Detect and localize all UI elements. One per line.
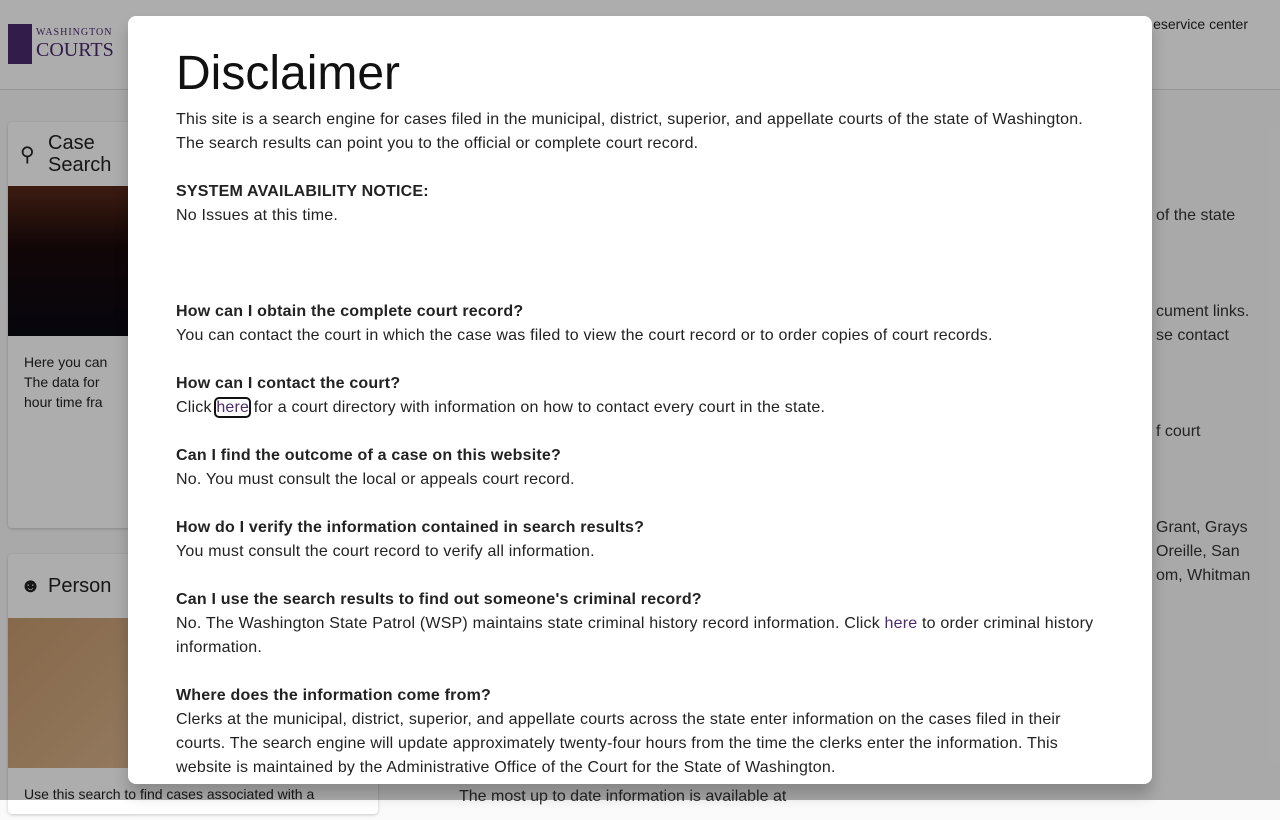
court-directory-link[interactable]: here (216, 399, 250, 416)
background-text: om, Whitman (1156, 567, 1251, 584)
answer-text: Click (176, 399, 217, 416)
background-text: of the state (1156, 207, 1236, 224)
background-text: f court (1156, 423, 1201, 440)
faq-answer: Clerks at the municipal, district, superior, and appellate courts across the state enter information on the cases filed in their courts. The search engine will update approximately twenty-four hours from the time the clerks enter the information. This website is maintained by the Administrative Office of the Court for the State of Washington. (176, 711, 1061, 776)
background-text: Grant, Grays (1156, 519, 1248, 536)
faq-answer: No. You must consult the local or appeals court record. (176, 471, 575, 488)
faq-answer (176, 612, 1104, 660)
criminal-history-link[interactable]: here (884, 615, 918, 632)
faq-question: How do I verify the information contained in search results? (176, 519, 645, 536)
notice-label: SYSTEM AVAILABILITY NOTICE: (176, 183, 429, 200)
disclaimer-dialog (128, 16, 1152, 784)
background-text: Oreille, San (1156, 543, 1240, 560)
card-title: Person (48, 575, 112, 597)
answer-text: to order criminal history information. (176, 615, 1094, 656)
card-text: Here you can (24, 354, 108, 370)
answer-text: No. The Washington State Patrol (WSP) maintains state criminal history record information. Click (176, 615, 885, 632)
logo-text: COURTS (36, 39, 114, 61)
intro-text: This site is a search engine for cases filed in the municipal, district, superior, and appellate courts of the state of Washington. The search results can point you to the official or complete court record. (176, 111, 1083, 152)
search-icon: ⚲ (20, 143, 35, 166)
background-text: se contact (1156, 327, 1229, 344)
logo-text: WASHINGTON (36, 27, 113, 38)
background-text: The most up to date information is available at (459, 788, 787, 805)
faq-question: How can I obtain the complete court record? (176, 303, 524, 320)
card-text: Use this search to find cases associated with a (24, 786, 315, 802)
faq-answer: You must consult the court record to verify all information. (176, 543, 595, 560)
faq-answer: You can contact the court in which the case was filed to view the court record or to order copies of court records. (176, 327, 993, 344)
faq-answer (176, 396, 1104, 420)
background-text: cument links. (1156, 303, 1250, 320)
card-title: Case Search (48, 132, 112, 176)
faq-question: Can I find the outcome of a case on this website? (176, 447, 561, 464)
card-text: hour time fra (24, 394, 103, 410)
faq-question: Where does the information come from? (176, 687, 491, 704)
faq-question: How can I contact the court? (176, 375, 401, 392)
notice-text: No Issues at this time. (176, 207, 338, 224)
faq-question: Can I use the search results to find out someone's criminal record? (176, 591, 702, 608)
card-text: The data for (24, 374, 100, 390)
eservice-center-link[interactable]: eservice center (1153, 16, 1248, 32)
dialog-title: Disclaimer (176, 47, 401, 100)
person-icon: ☻ (20, 574, 42, 597)
answer-text: for a court directory with information on how to contact every court in the state. (249, 399, 826, 416)
